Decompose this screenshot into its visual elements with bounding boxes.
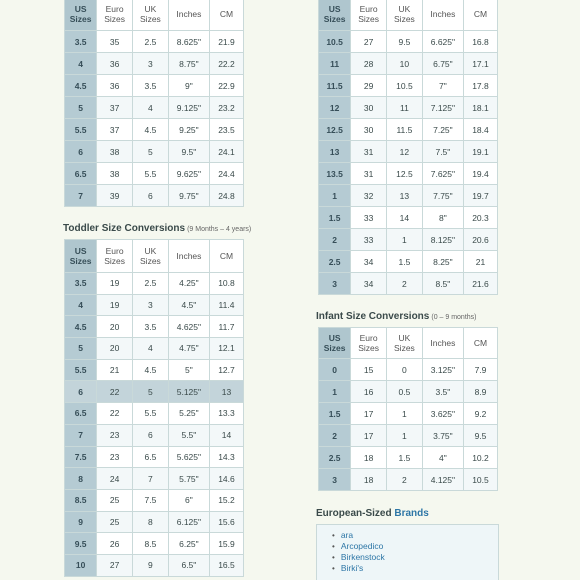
table-row [319, 185, 498, 207]
table-cell: 17.8 [463, 75, 497, 97]
table-row [319, 53, 498, 75]
table-cell: 4 [133, 338, 169, 360]
table-row [65, 119, 244, 141]
table-cell: 13 [319, 141, 351, 163]
table-cell: 16 [351, 381, 387, 403]
table-cell: 9.75" [168, 185, 209, 207]
brand-link[interactable]: ara [340, 530, 354, 540]
table-cell: 6.5 [65, 403, 97, 425]
table-cell: 27 [351, 31, 387, 53]
table-row [65, 163, 244, 185]
table-cell: 6.5" [168, 554, 209, 576]
column-header: Inches [422, 0, 463, 31]
brands-title-prefix: European-Sized [316, 508, 395, 519]
table-cell: 5.75" [168, 468, 209, 490]
table-cell: 3.5 [65, 273, 97, 295]
table-cell: 15.6 [209, 511, 243, 533]
table-cell: 3.5" [422, 381, 463, 403]
table-cell: 8.75" [168, 53, 209, 75]
table-row [319, 251, 498, 273]
column-header: Euro Sizes [351, 0, 387, 31]
brand-link[interactable]: Birki's [340, 563, 364, 573]
table-cell: 11.5 [319, 75, 351, 97]
infant-size-table [318, 327, 498, 491]
table-cell: 32 [351, 185, 387, 207]
table-cell: 5.5 [65, 119, 97, 141]
table-cell: 34 [351, 251, 387, 273]
table-row [319, 425, 498, 447]
table-cell: 7 [65, 424, 97, 446]
brands-section-title [316, 508, 429, 519]
column-header: CM [209, 240, 243, 273]
table-cell: 30 [351, 119, 387, 141]
table-row [65, 468, 244, 490]
table-cell: 12.1 [209, 338, 243, 360]
table-cell: 29 [351, 75, 387, 97]
table-row [65, 97, 244, 119]
table-row [319, 381, 498, 403]
table-cell: 14.3 [209, 446, 243, 468]
table-cell: 8 [133, 511, 169, 533]
table-cell: 24.8 [209, 185, 243, 207]
table-cell: 24 [97, 468, 133, 490]
table-cell: 18 [351, 469, 387, 491]
table-cell: 5 [65, 338, 97, 360]
table-cell: 4.5 [65, 316, 97, 338]
table-cell: 9.125" [168, 97, 209, 119]
table-cell: 7.9 [463, 359, 497, 381]
table-cell: 7.5 [65, 446, 97, 468]
table-cell: 6.75" [422, 53, 463, 75]
table-cell: 2.5 [133, 31, 169, 53]
table-cell: 0 [319, 359, 351, 381]
table-cell: 3.5 [133, 316, 169, 338]
table-cell: 20 [97, 316, 133, 338]
table-cell: 36 [97, 53, 133, 75]
table-row [65, 403, 244, 425]
table-cell: 2.5 [319, 251, 351, 273]
table-cell: 5.5 [133, 163, 169, 185]
table-cell: 8.25" [422, 251, 463, 273]
table-cell: 26 [97, 533, 133, 555]
table-cell: 12 [319, 97, 351, 119]
table-cell: 9.25" [168, 119, 209, 141]
table-cell: 0.5 [387, 381, 423, 403]
table-cell: 9" [168, 75, 209, 97]
column-header: Inches [168, 240, 209, 273]
table-row [319, 31, 498, 53]
table-row [65, 446, 244, 468]
column-header: CM [463, 328, 497, 359]
table-cell: 37 [97, 97, 133, 119]
table-cell: 19 [97, 294, 133, 316]
table-cell: 7.125" [422, 97, 463, 119]
table-cell: 8" [422, 207, 463, 229]
table-cell: 8.125" [422, 229, 463, 251]
table-row [65, 294, 244, 316]
table-cell: 3.5 [133, 75, 169, 97]
table-cell: 7.5 [133, 489, 169, 511]
table-cell: 33 [351, 207, 387, 229]
table-row [319, 447, 498, 469]
table-cell: 4 [65, 294, 97, 316]
table-cell: 17 [351, 403, 387, 425]
table-row [319, 207, 498, 229]
table-cell: 9 [65, 511, 97, 533]
column-header: US Sizes [319, 328, 351, 359]
table-cell: 3.625" [422, 403, 463, 425]
table-cell: 2.5 [319, 447, 351, 469]
brands-list-box [316, 524, 499, 580]
table-cell: 28 [351, 53, 387, 75]
table-cell: 1 [319, 185, 351, 207]
column-header: Euro Sizes [97, 240, 133, 273]
table-cell: 7" [422, 75, 463, 97]
table-cell: 39 [97, 185, 133, 207]
table-cell: 31 [351, 141, 387, 163]
column-header: UK Sizes [387, 0, 423, 31]
table-row [319, 359, 498, 381]
table-cell: 1.5 [319, 403, 351, 425]
brand-link[interactable]: Birkenstock [340, 552, 385, 562]
table-cell: 10.5 [463, 469, 497, 491]
table-cell: 3.5 [65, 31, 97, 53]
table-cell: 4.625" [168, 316, 209, 338]
table-cell: 21.6 [463, 273, 497, 295]
table-cell: 3 [133, 294, 169, 316]
table-cell: 10 [387, 53, 423, 75]
table-cell: 7 [65, 185, 97, 207]
table-cell: 0 [387, 359, 423, 381]
table-cell: 6.625" [422, 31, 463, 53]
table-row [65, 381, 244, 403]
table-cell: 4.5 [133, 119, 169, 141]
column-header: UK Sizes [387, 328, 423, 359]
table-cell: 25 [97, 489, 133, 511]
column-header: UK Sizes [133, 240, 169, 273]
table-cell: 3 [133, 53, 169, 75]
table-cell: 21 [97, 359, 133, 381]
bullet-icon: • [332, 564, 335, 573]
table-row [65, 316, 244, 338]
table-cell: 6 [65, 381, 97, 403]
table-cell: 38 [97, 163, 133, 185]
table-cell: 1 [387, 403, 423, 425]
table-cell: 11.5 [387, 119, 423, 141]
brand-list-item[interactable] [332, 552, 498, 563]
table-cell: 19 [97, 273, 133, 295]
brands-title-link[interactable]: Brands [394, 508, 429, 519]
table-row [319, 141, 498, 163]
table-cell: 3 [319, 469, 351, 491]
table-cell: 5.5 [133, 403, 169, 425]
table-cell: 24.4 [209, 163, 243, 185]
table-cell: 8 [65, 468, 97, 490]
table-cell: 6.125" [168, 511, 209, 533]
table-cell: 5" [168, 359, 209, 381]
table-row [319, 403, 498, 425]
infant-subtitle: (0 – 9 months) [431, 314, 477, 321]
table-cell: 23.2 [209, 97, 243, 119]
table-cell: 2.5 [133, 273, 169, 295]
table-row [65, 359, 244, 381]
table-row [319, 163, 498, 185]
column-header: CM [463, 0, 497, 31]
table-cell: 1.5 [387, 447, 423, 469]
table-cell: 23.5 [209, 119, 243, 141]
table-cell: 2 [387, 273, 423, 295]
brand-list-item[interactable] [332, 530, 498, 541]
table-cell: 35 [97, 31, 133, 53]
table-cell: 19.1 [463, 141, 497, 163]
table-row [65, 31, 244, 53]
table-cell: 7.75" [422, 185, 463, 207]
table-cell: 21 [463, 251, 497, 273]
table-cell: 2 [319, 229, 351, 251]
table-cell: 9.5" [168, 141, 209, 163]
table-cell: 22 [97, 381, 133, 403]
table-cell: 15 [351, 359, 387, 381]
table-cell: 10.2 [463, 447, 497, 469]
table-row [319, 469, 498, 491]
table-row [65, 424, 244, 446]
table-cell: 9.5 [387, 31, 423, 53]
table-cell: 4.25" [168, 273, 209, 295]
column-header: CM [209, 0, 243, 31]
table-cell: 5 [133, 141, 169, 163]
table-cell: 16.8 [463, 31, 497, 53]
table-cell: 1 [387, 425, 423, 447]
table-cell: 14 [209, 424, 243, 446]
table-cell: 18.1 [463, 97, 497, 119]
infant-section-title [316, 311, 477, 322]
table-cell: 6.25" [168, 533, 209, 555]
table-row [65, 273, 244, 295]
table-cell: 13.5 [319, 163, 351, 185]
bullet-icon: • [332, 531, 335, 540]
table-cell: 4.5 [65, 75, 97, 97]
table-row [319, 229, 498, 251]
table-cell: 3.75" [422, 425, 463, 447]
table-cell: 4" [422, 447, 463, 469]
table-cell: 9.625" [168, 163, 209, 185]
table-cell: 6" [168, 489, 209, 511]
table-row [65, 53, 244, 75]
table-cell: 11.7 [209, 316, 243, 338]
table-cell: 5 [133, 381, 169, 403]
table-cell: 18.4 [463, 119, 497, 141]
table-cell: 4.75" [168, 338, 209, 360]
table-cell: 5.625" [168, 446, 209, 468]
table-cell: 24.1 [209, 141, 243, 163]
table-cell: 4.5" [168, 294, 209, 316]
toddler-subtitle: (9 Months – 4 years) [187, 226, 252, 233]
brand-list-item[interactable] [332, 563, 498, 574]
table-cell: 7.625" [422, 163, 463, 185]
table-cell: 9.2 [463, 403, 497, 425]
table-cell: 10 [65, 554, 97, 576]
table-row [319, 97, 498, 119]
column-header: US Sizes [65, 240, 97, 273]
table-cell: 22.9 [209, 75, 243, 97]
table-cell: 13.3 [209, 403, 243, 425]
column-header: US Sizes [65, 0, 97, 31]
table-cell: 30 [351, 97, 387, 119]
table-cell: 9.5 [65, 533, 97, 555]
table-row [319, 75, 498, 97]
table-row [319, 119, 498, 141]
table-cell: 8.5" [422, 273, 463, 295]
table-row [65, 533, 244, 555]
table-cell: 10.5 [319, 31, 351, 53]
table-cell: 37 [97, 119, 133, 141]
table-cell: 8.625" [168, 31, 209, 53]
table-cell: 4 [65, 53, 97, 75]
table-cell: 27 [97, 554, 133, 576]
size-table-top-right [318, 0, 498, 295]
table-cell: 11.4 [209, 294, 243, 316]
table-cell: 5 [65, 97, 97, 119]
table-row [65, 489, 244, 511]
table-cell: 11 [387, 97, 423, 119]
toddler-size-table [64, 239, 244, 577]
bullet-icon: • [332, 553, 335, 562]
table-cell: 25 [97, 511, 133, 533]
table-cell: 20.3 [463, 207, 497, 229]
column-header: Inches [168, 0, 209, 31]
table-cell: 33 [351, 229, 387, 251]
table-cell: 31 [351, 163, 387, 185]
table-row [65, 185, 244, 207]
table-cell: 17 [351, 425, 387, 447]
table-cell: 23 [97, 446, 133, 468]
brands-list [332, 530, 498, 574]
table-cell: 3 [319, 273, 351, 295]
table-cell: 4 [133, 97, 169, 119]
table-cell: 19.7 [463, 185, 497, 207]
table-cell: 10.8 [209, 273, 243, 295]
table-cell: 23 [97, 424, 133, 446]
table-cell: 6 [133, 424, 169, 446]
infant-title: Infant Size Conversions [316, 311, 430, 322]
table-cell: 13 [387, 185, 423, 207]
table-cell: 8.9 [463, 381, 497, 403]
table-row [65, 338, 244, 360]
bullet-icon: • [332, 542, 335, 551]
table-cell: 16.5 [209, 554, 243, 576]
table-cell: 5.25" [168, 403, 209, 425]
table-cell: 7 [133, 468, 169, 490]
table-cell: 6 [65, 141, 97, 163]
table-cell: 6.5 [65, 163, 97, 185]
table-cell: 34 [351, 273, 387, 295]
table-cell: 15.2 [209, 489, 243, 511]
table-cell: 5.5 [65, 359, 97, 381]
table-cell: 15.9 [209, 533, 243, 555]
table-cell: 19.4 [463, 163, 497, 185]
table-row [65, 554, 244, 576]
table-cell: 12.5 [319, 119, 351, 141]
table-cell: 17.1 [463, 53, 497, 75]
table-cell: 8.5 [133, 533, 169, 555]
table-cell: 7.5" [422, 141, 463, 163]
table-cell: 1.5 [387, 251, 423, 273]
table-cell: 1 [319, 381, 351, 403]
table-row [319, 273, 498, 295]
table-cell: 22.2 [209, 53, 243, 75]
toddler-title: Toddler Size Conversions [63, 223, 186, 234]
size-table-top-left [64, 0, 244, 207]
table-row [65, 141, 244, 163]
table-cell: 2 [387, 469, 423, 491]
table-cell: 13 [209, 381, 243, 403]
toddler-section-title [63, 223, 251, 234]
column-header: Euro Sizes [97, 0, 133, 31]
table-cell: 6.5 [133, 446, 169, 468]
brand-link[interactable]: Arcopedico [340, 541, 384, 551]
table-row [65, 511, 244, 533]
table-cell: 11 [319, 53, 351, 75]
column-header: UK Sizes [133, 0, 169, 31]
table-cell: 12.5 [387, 163, 423, 185]
table-row [65, 75, 244, 97]
table-cell: 20 [97, 338, 133, 360]
table-cell: 12.7 [209, 359, 243, 381]
table-cell: 1.5 [319, 207, 351, 229]
table-cell: 1 [387, 229, 423, 251]
table-cell: 21.9 [209, 31, 243, 53]
table-cell: 14 [387, 207, 423, 229]
table-cell: 38 [97, 141, 133, 163]
table-cell: 36 [97, 75, 133, 97]
table-cell: 5.125" [168, 381, 209, 403]
table-cell: 20.6 [463, 229, 497, 251]
table-cell: 18 [351, 447, 387, 469]
table-cell: 22 [97, 403, 133, 425]
table-cell: 6 [133, 185, 169, 207]
table-cell: 10.5 [387, 75, 423, 97]
brand-list-item[interactable] [332, 541, 498, 552]
column-header: Inches [422, 328, 463, 359]
table-cell: 4.5 [133, 359, 169, 381]
table-cell: 4.125" [422, 469, 463, 491]
column-header: Euro Sizes [351, 328, 387, 359]
table-cell: 5.5" [168, 424, 209, 446]
column-header: US Sizes [319, 0, 351, 31]
table-cell: 12 [387, 141, 423, 163]
table-cell: 9 [133, 554, 169, 576]
table-cell: 7.25" [422, 119, 463, 141]
table-cell: 9.5 [463, 425, 497, 447]
table-cell: 8.5 [65, 489, 97, 511]
table-cell: 14.6 [209, 468, 243, 490]
table-cell: 2 [319, 425, 351, 447]
table-cell: 3.125" [422, 359, 463, 381]
